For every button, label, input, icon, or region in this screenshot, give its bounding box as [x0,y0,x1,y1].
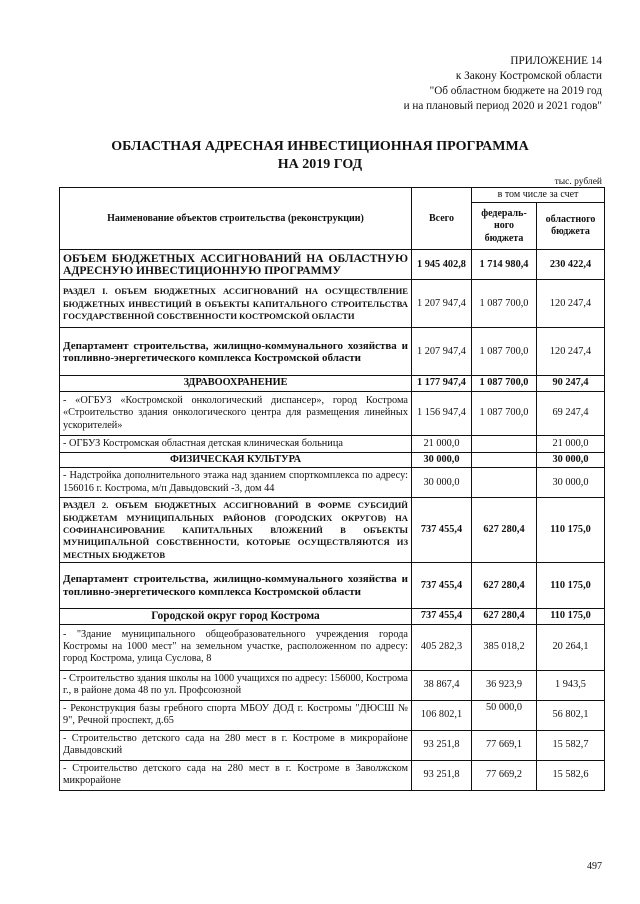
row-name: - "Здание муниципального общеобразовательного учреждения города Костромы на 1000 мест" на земельном участке, расположенном по адресу: город Кострома, улица Суслова, 8 [60,624,412,670]
row-total: 1 156 947,4 [412,391,472,435]
row-total: 737 455,4 [412,609,472,624]
header-total: Всего [412,188,472,250]
row-name: - Строительство детского сада на 280 мест в г. Костроме в микрорайоне Давыдовский [60,730,412,760]
row-regional: 120 247,4 [537,280,605,328]
row-total: 106 802,1 [412,700,472,730]
header-federal: федераль-ного бюджета [472,203,537,250]
row-federal: 1 087 700,0 [472,391,537,435]
row-federal: 36 923,9 [472,670,537,700]
title-line-2: НА 2019 ГОД [277,157,363,172]
row-total: 21 000,0 [412,435,472,452]
row-name: - «ОГБУЗ «Костромской онкологический диспансер», город Кострома «Строительство здания онкологического центра для размещения линейных ускорителей» [60,391,412,435]
table-row [60,760,605,790]
table-row [60,328,605,376]
row-regional: 110 175,0 [537,563,605,609]
row-regional: 56 802,1 [537,700,605,730]
row-regional: 120 247,4 [537,328,605,376]
row-total: 38 867,4 [412,670,472,700]
row-total: 405 282,3 [412,624,472,670]
row-federal: 50 000,0 [472,700,537,730]
row-total: 93 251,8 [412,730,472,760]
row-name: - ОГБУЗ Костромская областная детская клиническая больница [60,435,412,452]
row-federal: 627 280,4 [472,498,537,563]
table-row [60,670,605,700]
row-federal: 1 087 700,0 [472,280,537,328]
row-regional: 90 247,4 [537,376,605,391]
document-title [0,138,640,174]
row-federal [472,452,537,467]
header-including: в том числе за счет [472,188,605,203]
title-line-1: ОБЛАСТНАЯ АДРЕСНАЯ ИНВЕСТИЦИОННАЯ ПРОГРАММА [111,139,529,154]
row-total: 737 455,4 [412,563,472,609]
row-regional: 20 264,1 [537,624,605,670]
row-total: 1 945 402,8 [412,250,472,280]
row-federal: 1 087 700,0 [472,328,537,376]
row-name: ЗДРАВООХРАНЕНИЕ [60,376,412,391]
row-name: ФИЗИЧЕСКАЯ КУЛЬТУРА [60,452,412,467]
row-total: 1 207 947,4 [412,280,472,328]
row-federal [472,468,537,498]
row-regional: 15 582,6 [537,760,605,790]
row-regional: 110 175,0 [537,609,605,624]
row-federal: 1 714 980,4 [472,250,537,280]
header-row-1 [60,188,605,203]
row-total: 1 207 947,4 [412,328,472,376]
row-regional: 1 943,5 [537,670,605,700]
row-federal: 77 669,2 [472,760,537,790]
header-name: Наименование объектов строительства (реконструкции) [60,188,412,250]
table-row [60,452,605,467]
row-name: - Строительство детского сада на 280 мест в г. Костроме в Заволжском микрорайоне [60,760,412,790]
appendix-title: ПРИЛОЖЕНИЕ 14 [510,55,602,67]
table-row [60,498,605,563]
row-total: 737 455,4 [412,498,472,563]
row-total: 93 251,8 [412,760,472,790]
row-regional: 15 582,7 [537,730,605,760]
row-name: ОБЪЕМ БЮДЖЕТНЫХ АССИГНОВАНИЙ НА ОБЛАСТНУЮ АДРЕСНУЮ ИНВЕСТИЦИОННУЮ ПРОГРАММУ [60,250,412,280]
row-total: 30 000,0 [412,468,472,498]
row-regional: 110 175,0 [537,498,605,563]
row-regional: 230 422,4 [537,250,605,280]
table-row [60,609,605,624]
table-row [60,468,605,498]
appendix-block [404,54,602,114]
table-row [60,700,605,730]
row-regional: 30 000,0 [537,468,605,498]
row-federal: 627 280,4 [472,563,537,609]
row-federal: 77 669,1 [472,730,537,760]
row-federal: 1 087 700,0 [472,376,537,391]
row-name: - Надстройка дополнительного этажа над зданием спорткомплекса по адресу: 156016 г. Кострома, м/п Давыдовский -3, дом 44 [60,468,412,498]
row-federal: 627 280,4 [472,609,537,624]
row-total: 1 177 947,4 [412,376,472,391]
row-regional: 21 000,0 [537,435,605,452]
row-regional: 30 000,0 [537,452,605,467]
investment-program-table [59,187,605,791]
row-name: РАЗДЕЛ I. ОБЪЕМ БЮДЖЕТНЫХ АССИГНОВАНИЙ НА ОСУЩЕСТВЛЕНИЕ БЮДЖЕТНЫХ ИНВЕСТИЦИЙ В ОБЪЕКТЫ КАПИТАЛЬНОГО СТРОИТЕЛЬСТВА ГОСУДАРСТВЕННОЙ СОБСТВЕННОСТИ КОСТРОМСКОЙ ОБЛАСТИ [60,280,412,328]
appendix-law-period: и на плановый период 2020 и 2021 годов" [403,100,602,112]
table-row [60,563,605,609]
row-name: - Реконструкция базы гребного спорта МБОУ ДОД г. Костромы "ДЮСШ № 9", Речной проспект, д.65 [60,700,412,730]
units-label: тыс. рублей [554,177,602,187]
table-row [60,280,605,328]
table-row [60,376,605,391]
row-total: 30 000,0 [412,452,472,467]
table-row [60,730,605,760]
table-row [60,391,605,435]
table-row [60,624,605,670]
header-regional: областного бюджета [537,203,605,250]
row-regional: 69 247,4 [537,391,605,435]
appendix-law: к Закону Костромской области [455,70,602,82]
appendix-law-title: "Об областном бюджете на 2019 год [429,85,602,97]
row-federal: 385 018,2 [472,624,537,670]
row-federal [472,435,537,452]
row-name: РАЗДЕЛ 2. ОБЪЕМ БЮДЖЕТНЫХ АССИГНОВАНИЙ В ФОРМЕ СУБСИДИЙ БЮДЖЕТАМ МУНИЦИПАЛЬНЫХ РАЙОНОВ (ГОРОДСКИХ ОКРУГОВ) НА СОФИНАНСИРОВАНИЕ КАПИТАЛЬНЫХ ВЛОЖЕНИЙ В ОБЪЕКТЫ МУНИЦИПАЛЬНОЙ СОБСТВЕННОСТИ, КОТОРЫЕ ОСУЩЕСТВЛЯЮТСЯ ИЗ МЕСТНЫХ БЮДЖЕТОВ [60,498,412,563]
row-name: Городской округ город Кострома [60,609,412,624]
row-name: Департамент строительства, жилищно-коммунального хозяйства и топливно-энергетического комплекса Костромской области [60,563,412,609]
table-row [60,435,605,452]
table-row [60,250,605,280]
page-number: 497 [587,861,602,872]
row-name: Департамент строительства, жилищно-коммунального хозяйства и топливно-энергетического комплекса Костромской области [60,328,412,376]
row-name: - Строительство здания школы на 1000 учащихся по адресу: 156000, Кострома г., в районе дома 48 по ул. Профсоюзной [60,670,412,700]
